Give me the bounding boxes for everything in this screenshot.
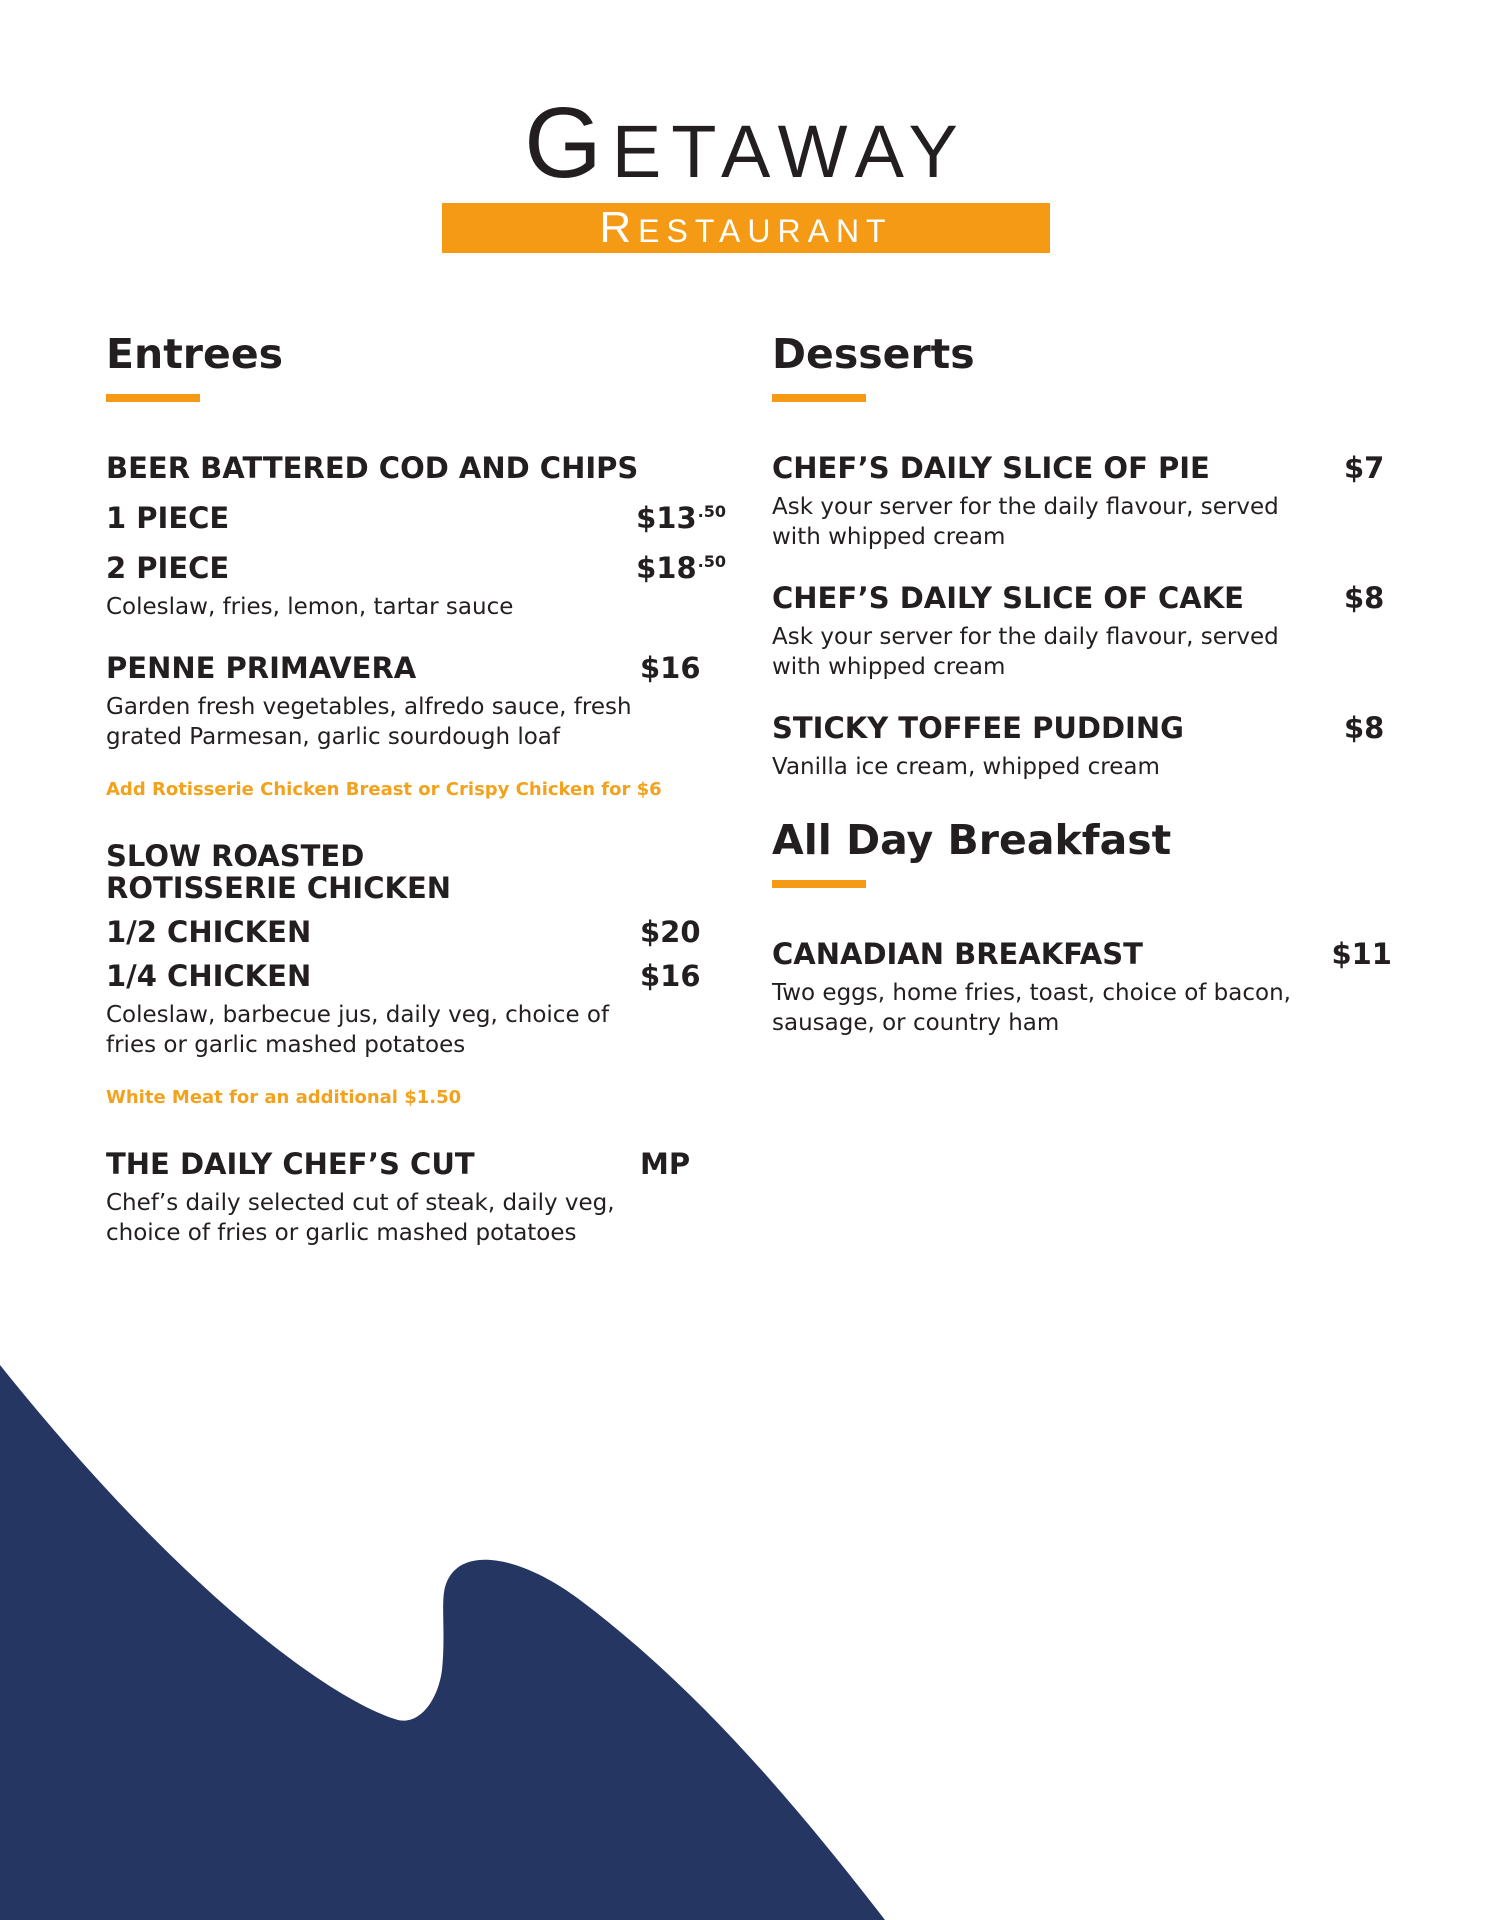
option-price: $20 (640, 915, 701, 949)
description-line: Ask your server for the daily flavour, served (772, 624, 1279, 650)
menu-item-penne (106, 652, 726, 802)
menu-item-cod (106, 452, 726, 622)
item-option-row (106, 960, 726, 992)
desserts-title-rule (772, 394, 866, 402)
wave-shape (0, 1365, 885, 1920)
menu-item-pie (772, 452, 1392, 552)
logo-name-rest: ETAWAY (611, 110, 968, 193)
item-price: $7 (1344, 451, 1385, 485)
item-header-row (772, 582, 1392, 614)
option-name: 2 PIECE (106, 551, 230, 585)
item-name: CHEF’S DAILY SLICE OF CAKE (772, 581, 1244, 615)
entrees-title-rule (106, 394, 200, 402)
item-description (106, 1188, 726, 1248)
item-header-row (106, 652, 726, 684)
menu-item-cake (772, 582, 1392, 682)
item-price: $11 (1331, 937, 1392, 971)
item-name: CANADIAN BREAKFAST (772, 937, 1143, 971)
item-addon-note: White Meat for an additional $1.50 (106, 1087, 462, 1108)
description-line: Vanilla ice cream, whipped cream (772, 754, 1160, 780)
item-description (772, 978, 1392, 1038)
item-price: $8 (1344, 581, 1385, 615)
desserts-title: Desserts (772, 330, 975, 378)
item-description: Coleslaw, fries, lemon, tartar sauce (106, 594, 514, 620)
item-header-row (772, 938, 1392, 970)
item-name: THE DAILY CHEF’S CUT (106, 1147, 475, 1181)
description-line: Chef’s daily selected cut of steak, daily veg, (106, 1190, 615, 1216)
price-cents: .50 (697, 552, 726, 571)
price-dollars: $13 (636, 501, 697, 535)
item-option-row (106, 546, 726, 584)
description-line: fries or garlic mashed potatoes (106, 1032, 466, 1058)
item-description (772, 752, 1392, 782)
item-description (106, 692, 726, 752)
description-line: Garden fresh vegetables, alfredo sauce, fresh (106, 694, 632, 720)
item-name: BEER BATTERED COD AND CHIPS (106, 451, 639, 485)
description-line: Coleslaw, barbecue jus, daily veg, choice of (106, 1002, 610, 1028)
option-price (636, 496, 726, 534)
logo-subtitle-initial: R (599, 203, 639, 252)
item-option-row (106, 916, 726, 948)
item-name: STICKY TOFFEE PUDDING (772, 711, 1184, 745)
restaurant-logo (442, 87, 1050, 253)
description-line: Ask your server for the daily flavour, served (772, 494, 1279, 520)
breakfast-title: All Day Breakfast (772, 816, 1172, 864)
item-name: CHEF’S DAILY SLICE OF PIE (772, 451, 1210, 485)
menu-item-chefs-cut (106, 1148, 726, 1248)
logo-name (442, 87, 1050, 199)
menu-item-rotisserie-chicken (106, 840, 726, 1110)
item-price: $16 (640, 651, 701, 685)
item-addon-note: Add Rotisserie Chicken Breast or Crispy Chicken for $6 (106, 779, 662, 800)
description-line: Two eggs, home fries, toast, choice of bacon, (772, 980, 1291, 1006)
option-name: 1/4 CHICKEN (106, 959, 312, 993)
description-line: with whipped cream (772, 524, 1006, 550)
item-description (106, 1000, 726, 1060)
entrees-section (106, 326, 726, 1278)
price-cents: .50 (697, 502, 726, 521)
item-header-row (772, 712, 1392, 744)
item-price: MP (640, 1147, 691, 1181)
option-price: $16 (640, 959, 701, 993)
logo-subtitle-band (442, 203, 1050, 253)
description-line: choice of fries or garlic mashed potatoes (106, 1220, 577, 1246)
item-name-line: ROTISSERIE CHICKEN (106, 871, 452, 905)
option-name: 1/2 CHICKEN (106, 915, 312, 949)
option-name: 1 PIECE (106, 501, 230, 535)
item-name-line: SLOW ROASTED (106, 839, 365, 873)
logo-subtitle-rest: ESTAURANT (638, 213, 893, 249)
item-option-row (106, 496, 726, 534)
menu-item-toffee-pudding (772, 712, 1392, 782)
item-name: PENNE PRIMAVERA (106, 651, 417, 685)
menu-item-canadian-breakfast (772, 938, 1392, 1038)
item-header-row (106, 1148, 726, 1180)
item-description (772, 622, 1392, 682)
price-dollars: $18 (636, 551, 697, 585)
item-price: $8 (1344, 711, 1385, 745)
description-line: grated Parmesan, garlic sourdough loaf (106, 724, 561, 750)
item-description (772, 492, 1392, 552)
description-line: with whipped cream (772, 654, 1006, 680)
entrees-title: Entrees (106, 330, 284, 378)
item-header-row (772, 452, 1392, 484)
breakfast-title-rule (772, 880, 866, 888)
right-column (772, 326, 1392, 1068)
option-price (636, 546, 726, 584)
description-line: sausage, or country ham (772, 1010, 1060, 1036)
logo-name-initial: G (524, 87, 612, 199)
